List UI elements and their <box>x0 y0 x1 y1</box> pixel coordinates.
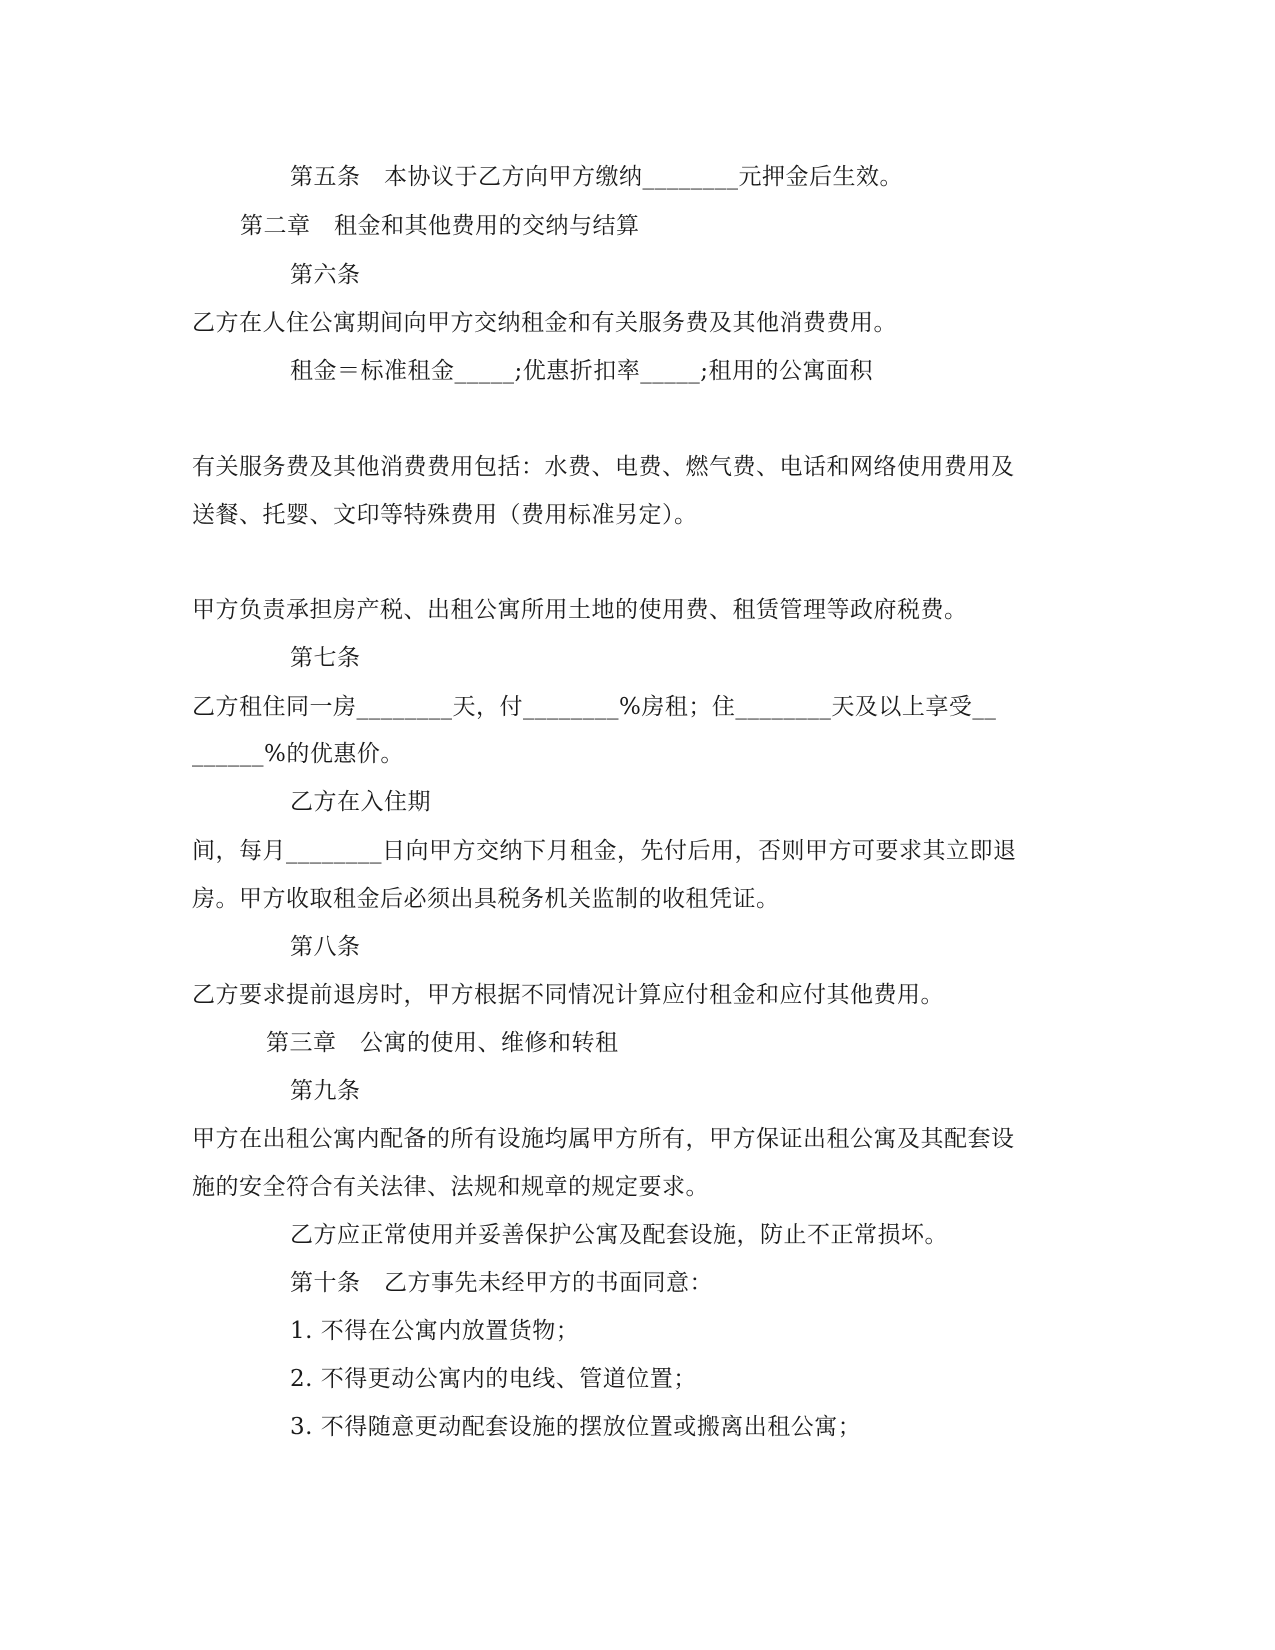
paragraph-line: 乙方在入住期 <box>290 789 431 815</box>
list-item: 3. 不得随意更动配套设施的摆放位置或搬离出租公寓； <box>290 1414 862 1440</box>
paragraph-line: 间，每月________日向甲方交纳下月租金，先付后用，否则甲方可要求其立即退 <box>192 838 1017 864</box>
paragraph-line: 乙方要求提前退房时，甲方根据不同情况计算应付租金和应付其他费用。 <box>192 982 944 1008</box>
paragraph-line: 租金＝标准租金_____;优惠折扣率_____;租用的公寓面积 <box>290 358 873 384</box>
article-5-line: 第五条 本协议于乙方向甲方缴纳________元押金后生效。 <box>290 164 903 190</box>
paragraph-line: ______%的优惠价。 <box>192 741 404 767</box>
paragraph-line: 有关服务费及其他消费费用包括：水费、电费、燃气费、电话和网络使用费用及 <box>192 454 1015 480</box>
paragraph-line: 乙方在人住公寓期间向甲方交纳租金和有关服务费及其他消费费用。 <box>192 310 897 336</box>
article-7-heading: 第七条 <box>290 645 361 671</box>
paragraph-line: 甲方负责承担房产税、出租公寓所用土地的使用费、租赁管理等政府税费。 <box>192 597 968 623</box>
chapter-3-heading: 第三章 公寓的使用、维修和转租 <box>266 1030 619 1056</box>
paragraph-line: 施的安全符合有关法律、法规和规章的规定要求。 <box>192 1174 709 1200</box>
paragraph-line: 乙方租住同一房________天，付________%房租；住________天及以上享受__ <box>192 694 997 720</box>
paragraph-line: 乙方应正常使用并妥善保护公寓及配套设施，防止不正常损坏。 <box>290 1222 948 1248</box>
article-8-heading: 第八条 <box>290 934 361 960</box>
paragraph-line: 房。甲方收取租金后必须出具税务机关监制的收租凭证。 <box>192 886 780 912</box>
article-6-heading: 第六条 <box>290 262 361 288</box>
article-10-line: 第十条 乙方事先未经甲方的书面同意： <box>290 1270 713 1296</box>
list-item: 1. 不得在公寓内放置货物； <box>290 1318 580 1344</box>
chapter-2-heading: 第二章 租金和其他费用的交纳与结算 <box>240 213 640 239</box>
article-9-heading: 第九条 <box>290 1078 361 1104</box>
list-item: 2. 不得更动公寓内的电线、管道位置； <box>290 1366 697 1392</box>
paragraph-line: 甲方在出租公寓内配备的所有设施均属甲方所有，甲方保证出租公寓及其配套设 <box>192 1126 1015 1152</box>
paragraph-line: 送餐、托婴、文印等特殊费用（费用标准另定）。 <box>192 502 698 528</box>
